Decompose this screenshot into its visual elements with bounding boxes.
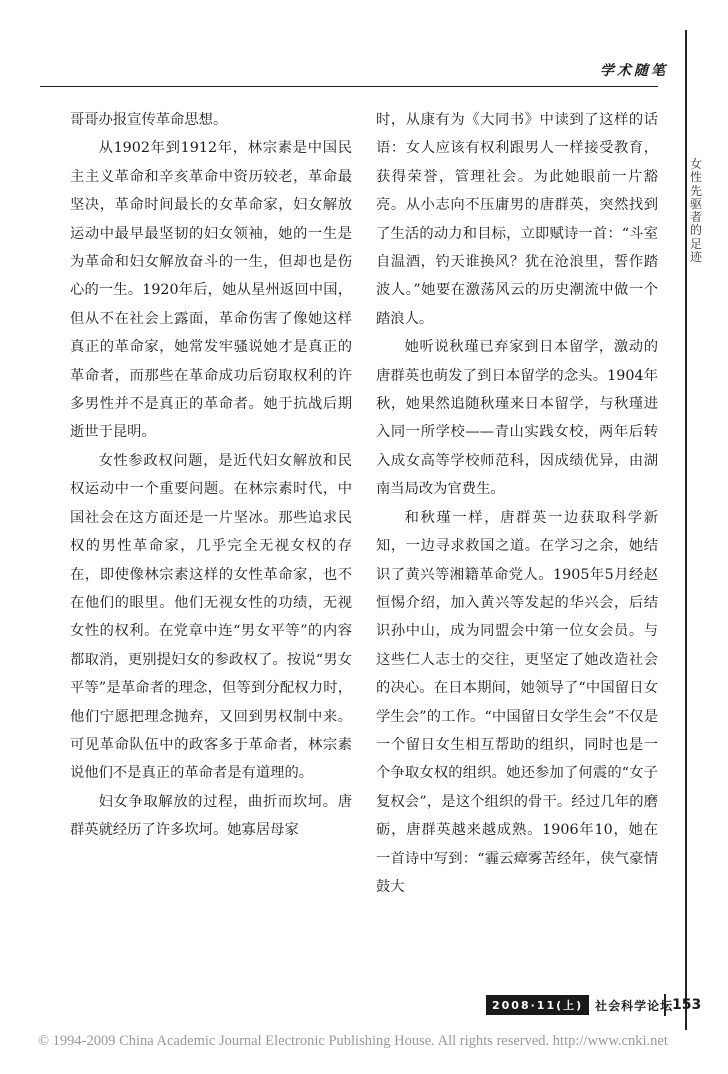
article-title-side: 女性先驱者的足迹 — [690, 157, 703, 265]
paragraph: 她听说秋瑾已弃家到日本留学，激动的唐群英也萌发了到日本留学的念头。1904年秋，她果然追随秋瑾来日本留学，与秋瑾进入同一所学校——青山实践女校，两年后转入成女高等学校师范科，因成绩优异，由湖南当局改为官费生。 — [376, 339, 658, 498]
section-title: 学术随笔 — [600, 63, 668, 79]
journal-footer — [486, 994, 673, 1016]
header-rule — [40, 86, 658, 87]
copyright-watermark: © 1994-2009 China Academic Journal Electronic Publishing House. All rights reserved. http://www.cnki.net — [38, 1033, 668, 1049]
paragraph: 女性参政权问题，是近代妇女解放和民权运动中一个重要问题。在林宗素时代，中国社会在这方面还是一片坚冰。那些追求民权的男性革命家，几乎完全无视女权的存在，即使像林宗素这样的女性革命家，也不在他们的眼里。他们无视女性的功绩，无视女性的权利。在党章中连“男女平等”的内容都取消，更别提妇女的参政权了。按说“男女平等”是革命者的理念，但等到分配权力时，他们宁愿把理念抛弃，又回到男权制中来。可见革命队伍中的政客多于革命者，林宗素说他们不是真正的革命者是有道理的。 — [70, 452, 352, 782]
journal-name: 社会科学论坛 — [595, 998, 674, 1013]
margin-rule — [685, 30, 687, 1030]
paragraph: 妇女争取解放的过程，曲折而坎坷。唐群英就经历了许多坎坷。她寡居母家 — [70, 793, 352, 839]
right-column — [376, 106, 658, 901]
left-column — [70, 106, 352, 845]
paragraph: 哥哥办报宣传革命思想。 — [70, 112, 228, 128]
paragraph: 和秋瑾一样，唐群英一边获取科学新知，一边寻求救国之道。在学习之余，她结识了黄兴等湘籍革命党人。1905年5月经赵恒惕介绍，加入黄兴等发起的华兴会，后结识孙中山，成为同盟会中第一位女会员。与这些仁人志士的交往，更坚定了她改造社会的决心。在日本期间，她领导了“中国留日女学生会”的工作。“中国留日女学生会”不仅是一个留日女生相互帮助的组织，同时也是一个争取女权的组织。她还参加了何震的“女子复权会”，是这个组织的骨干。经过几年的磨砺，唐群英越来越成熟。1906年10，她在一首诗中写到：“霾云瘴雾苦经年，侠气豪情鼓大 — [376, 509, 658, 895]
paragraph: 从1902年到1912年，林宗素是中国民主主义革命和辛亥革命中资历较老，革命最坚决，革命时间最长的女革命家，妇女解放运动中最早最坚韧的妇女领袖，她的一生是为革命和妇女解放奋斗的一生，但却也是伤心的一生。1920年后，她从星州返回中国，但从不在社会上露面，革命伤害了像她这样真正的革命家，她常发牢骚说她才是真正的革命者，而那些在革命成功后窃取权利的许多男性并不是真正的革命者。她于抗战后期逝世于昆明。 — [70, 140, 352, 441]
paragraph: 时，从康有为《大同书》中读到了这样的话语：女人应该有权利跟男人一样接受教育，获得荣誉，管理社会。为此她眼前一片豁亮。从小志向不压庸男的唐群英，突然找到了生活的动力和目标，立即赋诗一首：“斗室自温酒，钓天谁换风？犹在沧浪里，誓作踏波人。”她要在激荡风云的历史潮流中做一个踏浪人。 — [376, 112, 658, 327]
issue-date-badge: 2008·11(上) — [486, 995, 589, 1015]
page-number: 153 — [664, 994, 701, 1016]
